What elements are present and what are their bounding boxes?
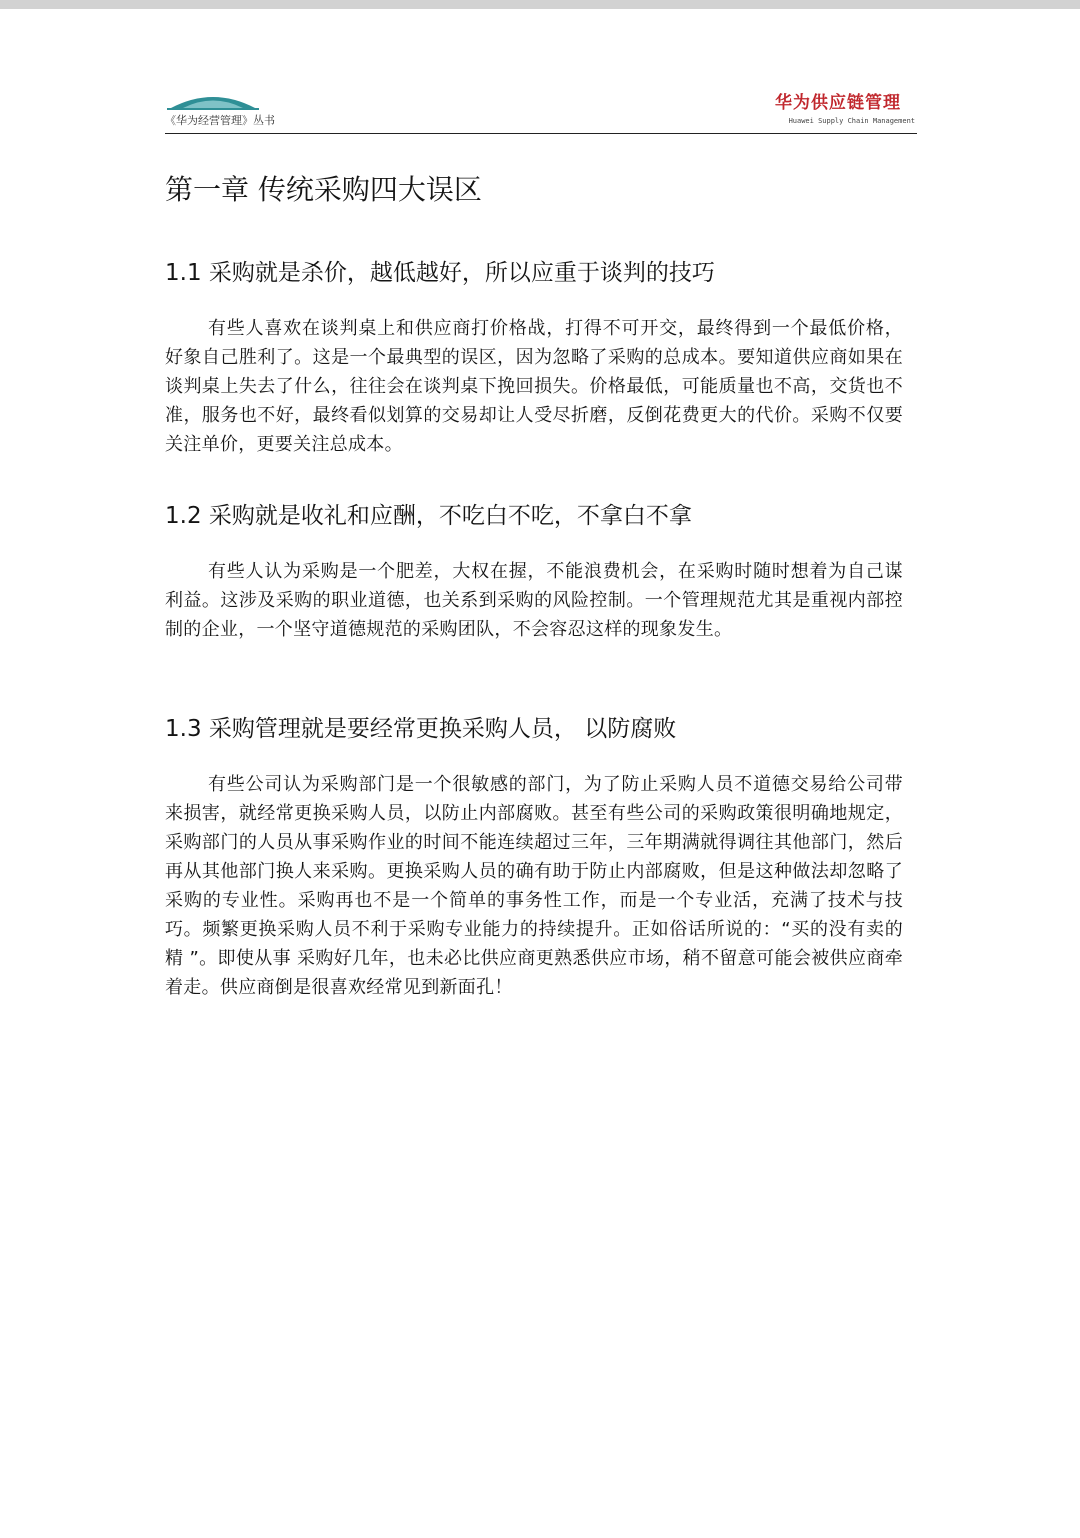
header-divider (165, 133, 917, 134)
section-title-1-3: 1.3 采购管理就是要经常更换采购人员， 以防腐败 (165, 716, 677, 742)
series-name: 《华为经营管理》丛书 (165, 114, 275, 127)
section-body-1-1: 有些人喜欢在谈判桌上和供应商打价格战，打得不可开交，最终得到一个最低价格，好象自己胜利了。这是一个最典型的误区，因为忽略了采购的总成本。要知道供应商如果在谈判桌上失去了什么，往往会在谈判桌下挽回损失。价格最低，可能质量也不高，交货也不准，服务也不好，最终看似划算的交易却让人受尽折磨，反倒花费更大的代价。采购不仅要关注单价，更要关注总成本。 (165, 318, 903, 455)
section-title-1-1: 1.1 采购就是杀价，越低越好，所以应重于谈判的技巧 (165, 260, 715, 286)
section-title-1-2: 1.2 采购就是收礼和应酬，不吃白不吃，不拿白不拿 (165, 503, 692, 529)
brand-subtitle: Huawei Supply Chain Management (788, 117, 915, 125)
page-header (165, 84, 917, 134)
section-body-1-2: 有些人认为采购是一个肥差，大权在握，不能浪费机会，在采购时随时想着为自己谋利益。这涉及采购的职业道德，也关系到采购的风险控制。一个管理规范尤其是重视内部控制的企业，一个坚守道德规范的采购团队，不会容忍这样的现象发生。 (165, 561, 903, 640)
brand-title: 华为供应链管理 (775, 93, 901, 113)
top-gray-strip (0, 0, 1080, 9)
chapter-title: 第一章 传统采购四大误区 (165, 173, 482, 206)
section-body-1-3: 有些公司认为采购部门是一个很敏感的部门，为了防止采购人员不道德交易给公司带来损害，就经常更换采购人员，以防止内部腐败。甚至有些公司的采购政策很明确地规定，采购部门的人员从事采购作业的时间不能连续超过三年，三年期满就得调往其他部门，然后再从其他部门换人来采购。更换采购人员的确有助于防止内部腐败，但是这种做法却忽略了采购的专业性。采购再也不是一个简单的事务性工作，而是一个专业活，充满了技术与技巧。频繁更换采购人员不利于采购专业能力的持续提升。正如俗话所说的：“买的没有卖的精 ”。即使从事 采购好几年，也未必比供应商更熟悉供应市场，稍不留意可能会被供应商牵着走。供应商倒是很喜欢经常见到新面孔！ (165, 774, 903, 998)
mountain-logo-icon (165, 88, 261, 112)
